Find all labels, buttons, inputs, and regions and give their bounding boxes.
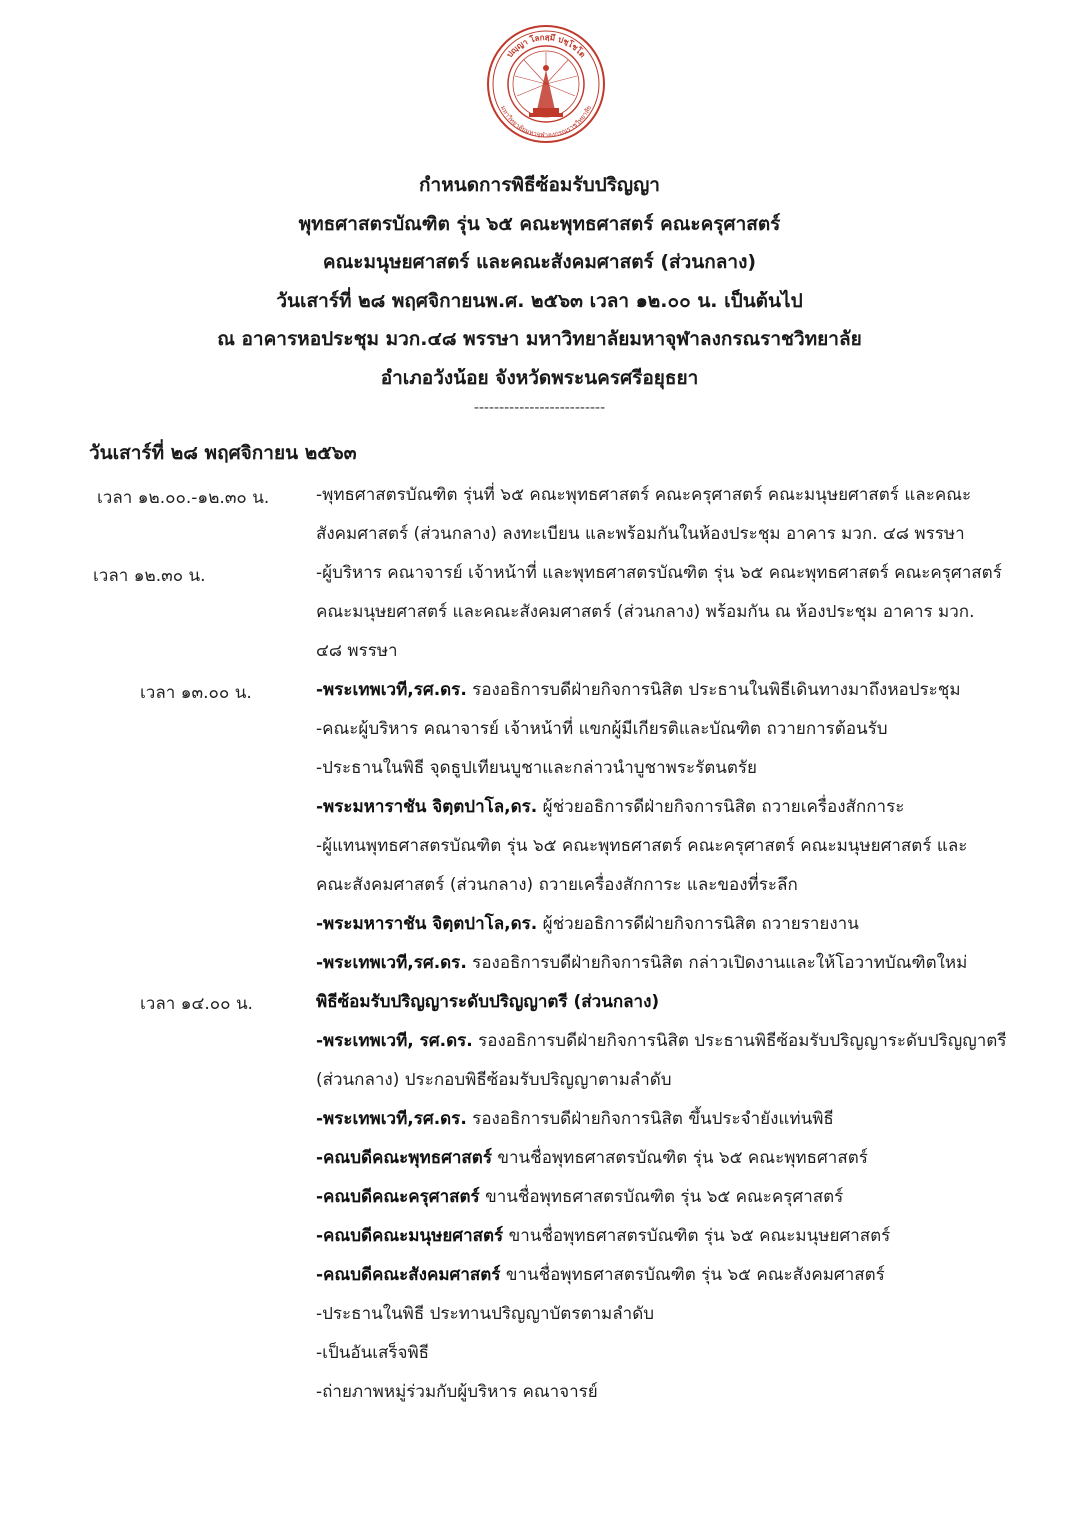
day-heading: วันเสาร์ที่ ๒๘ พฤศจิกายน ๒๕๖๓	[89, 442, 357, 464]
schedule-item-text: รองอธิการบดีฝ่ายกิจการนิสิต ประธานในพิธีเดินทางมาถึงหอประชุม	[466, 680, 961, 700]
schedule-item	[316, 983, 1046, 1022]
schedule-item-text: (ส่วนกลาง) ประกอบพิธีซ้อมรับปริญญาตามลำดับ	[316, 1070, 672, 1090]
header-line-date: วันเสาร์ที่ ๒๘ พฤศจิกายนพ.ศ. ๒๕๖๓ เวลา ๑๒.๐๐ น. เป็นต้นไป	[276, 289, 803, 312]
schedule-item	[316, 710, 1046, 749]
header-line-faculties: คณะมนุษยศาสตร์ และคณะสังคมศาสตร์ (ส่วนกลาง)	[322, 251, 757, 273]
document-header	[0, 166, 1079, 397]
header-separator: --------------------------	[473, 400, 606, 416]
header-title: กำหนดการพิธีซ้อมรับปริญญา	[419, 174, 660, 196]
schedule-item	[316, 593, 1046, 632]
svg-text:ปญฺญา โลกสฺมึ ปชฺโชโต: ปญฺญา โลกสฺมึ ปชฺโชโต	[504, 32, 588, 60]
schedule-item	[316, 1256, 1046, 1295]
schedule-item	[316, 1100, 1046, 1139]
schedule-item-role: -พระมหาราชัน จิตฺตปาโล,ดร.	[316, 797, 538, 817]
schedule-item	[316, 515, 1046, 554]
schedule-item-role: -พระเทพเวที,รศ.ดร.	[316, 1109, 467, 1129]
schedule-item-role: -คณบดีคณะพุทธศาสตร์	[316, 1148, 492, 1168]
time-label-1230: เวลา ๑๒.๓๐ น.	[93, 566, 206, 586]
schedule-item-role: -พระมหาราชัน จิตฺตปาโล,ดร.	[316, 914, 538, 934]
schedule-item-text: -ประธานในพิธี ประทานปริญญาบัตรตามลำดับ	[316, 1304, 655, 1324]
schedule-item	[316, 866, 1046, 905]
schedule-item-text: ผู้ช่วยอธิการดีฝ่ายกิจการนิสิต ถวายเครื่องสักการะ	[537, 797, 905, 817]
schedule-item-text: คณะสังคมศาสตร์ (ส่วนกลาง) ถวายเครื่องสักการะ และของที่ระลึก	[316, 875, 798, 895]
schedule-item	[316, 827, 1046, 866]
schedule-item	[316, 905, 1046, 944]
schedule-item-role: -พระเทพเวที,รศ.ดร.	[316, 953, 467, 973]
schedule-item	[316, 1022, 1046, 1061]
schedule-item-text: รองอธิการบดีฝ่ายกิจการนิสิต ขึ้นประจำยังแท่นพิธี	[466, 1109, 834, 1129]
schedule-item	[316, 1178, 1046, 1217]
schedule-item-text: -เป็นอันเสร็จพิธี	[316, 1343, 430, 1363]
schedule-item-role: -คณบดีคณะมนุษยศาสตร์	[316, 1226, 504, 1246]
svg-text:มหาวิทยาลัยมหาจุฬาลงกรณราชวิทย: มหาวิทยาลัยมหาจุฬาลงกรณราชวิทยาลัย	[498, 104, 594, 140]
schedule-item-text: -ถ่ายภาพหมู่ร่วมกับผู้บริหาร คณาจารย์	[316, 1382, 598, 1402]
schedule-item-role: -พระเทพเวที, รศ.ดร.	[316, 1031, 473, 1051]
university-seal-logo	[485, 18, 607, 150]
header-line-location: อำเภอวังน้อย จังหวัดพระนครศรีอยุธยา	[380, 366, 699, 389]
schedule-item-role: -คณบดีคณะสังคมศาสตร์	[316, 1265, 501, 1285]
time-label-1300: เวลา ๑๓.๐๐ น.	[140, 683, 252, 703]
schedule-item	[316, 1139, 1046, 1178]
schedule-item-text: รองอธิการบดีฝ่ายกิจการนิสิต กล่าวเปิดงานและให้โอวาทบัณฑิตใหม่	[466, 953, 968, 973]
schedule-item-text: ๔๘ พรรษา	[316, 641, 398, 661]
schedule-item	[316, 671, 1046, 710]
seal-icon	[485, 18, 607, 150]
schedule-item-text: -ผู้บริหาร คณาจารย์ เจ้าหน้าที่ และพุทธศาสตรบัณฑิต รุ่น ๖๕ คณะพุทธศาสตร์ คณะครุศาสตร์	[316, 563, 1002, 583]
schedule-item-text: สังคมศาสตร์ (ส่วนกลาง) ลงทะเบียน และพร้อมกันในห้องประชุม อาคาร มวก. ๔๘ พรรษา	[316, 524, 965, 544]
schedule-item-text: คณะมนุษยศาสตร์ และคณะสังคมศาสตร์ (ส่วนกลาง) พร้อมกัน ณ ห้องประชุม อาคาร มวก.	[316, 602, 975, 622]
schedule-item-text: ขานชื่อพุทธศาสตรบัณฑิต รุ่น ๖๕ คณะพุทธศาสตร์	[491, 1148, 868, 1168]
header-line-venue: ณ อาคารหอประชุม มวก.๔๘ พรรษา มหาวิทยาลัยมหาจุฬาลงกรณราชวิทยาลัย	[217, 328, 862, 350]
schedule-item	[316, 632, 1046, 671]
schedule-item-text: -คณะผู้บริหาร คณาจารย์ เจ้าหน้าที่ แขกผู้มีเกียรติและบัณฑิต ถวายการต้อนรับ	[316, 719, 888, 739]
schedule-item-text: ขานชื่อพุทธศาสตรบัณฑิต รุ่น ๖๕ คณะครุศาสตร์	[479, 1187, 844, 1207]
schedule-item-text: ผู้ช่วยอธิการดีฝ่ายกิจการนิสิต ถวายรายงาน	[537, 914, 859, 934]
schedule-item-text: ขานชื่อพุทธศาสตรบัณฑิต รุ่น ๖๕ คณะสังคมศาสตร์	[500, 1265, 885, 1285]
header-line-program: พุทธศาสตรบัณฑิต รุ่น ๖๕ คณะพุทธศาสตร์ คณะครุศาสตร์	[298, 212, 781, 235]
schedule-item	[316, 1217, 1046, 1256]
schedule-item-text: -ประธานในพิธี จุดธูปเทียนบูชาและกล่าวนำบูชาพระรัตนตรัย	[316, 758, 758, 778]
schedule-item	[316, 944, 1046, 983]
schedule-item-text: รองอธิการบดีฝ่ายกิจการนิสิต ประธานพิธีซ้อมรับปริญญาระดับปริญญาตรี	[472, 1031, 1007, 1051]
schedule-item	[316, 1061, 1046, 1100]
schedule-item	[316, 788, 1046, 827]
schedule-item-role: -คณบดีคณะครุศาสตร์	[316, 1187, 480, 1207]
schedule-item	[316, 476, 1046, 515]
time-label-1400: เวลา ๑๔.๐๐ น.	[140, 994, 253, 1014]
schedule-item-role: พิธีซ้อมรับปริญญาระดับปริญญาตรี (ส่วนกลาง)	[316, 992, 660, 1012]
schedule-item	[316, 1295, 1046, 1334]
schedule-item	[316, 1334, 1046, 1373]
schedule-item-role: -พระเทพเวที,รศ.ดร.	[316, 680, 467, 700]
schedule-item-text: -พุทธศาสตรบัณฑิต รุ่นที่ ๖๕ คณะพุทธศาสตร์ คณะครุศาสตร์ คณะมนุษยศาสตร์ และคณะ	[316, 485, 972, 505]
time-label-1200: เวลา ๑๒.๐๐.-๑๒.๓๐ น.	[97, 488, 270, 508]
schedule-items	[316, 476, 1046, 1412]
schedule-item	[316, 554, 1046, 593]
schedule-item-text: -ผู้แทนพุทธศาสตรบัณฑิต รุ่น ๖๕ คณะพุทธศาสตร์ คณะครุศาสตร์ คณะมนุษยศาสตร์ และ	[316, 836, 968, 856]
schedule-item	[316, 1373, 1046, 1412]
schedule-item	[316, 749, 1046, 788]
schedule-item-text: ขานชื่อพุทธศาสตรบัณฑิต รุ่น ๖๕ คณะมนุษยศาสตร์	[503, 1226, 891, 1246]
